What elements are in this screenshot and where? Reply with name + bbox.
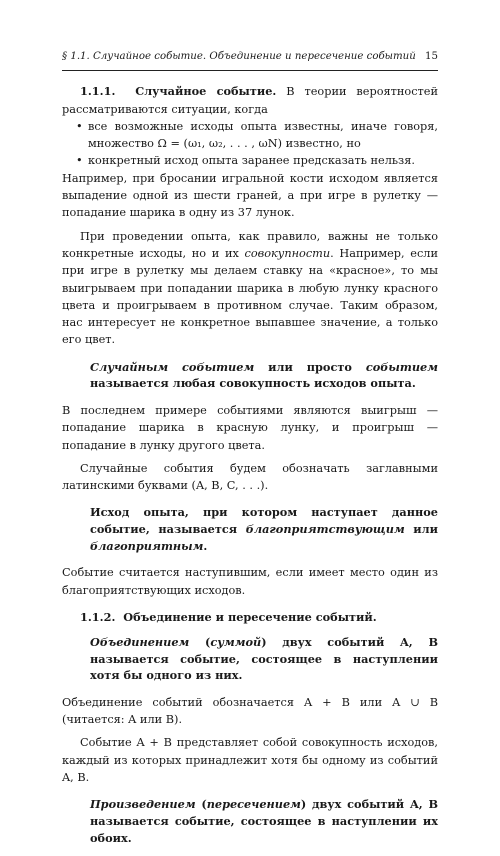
- term: суммой: [210, 635, 262, 650]
- union-sum-paragraph: Событие A + B представляет собой совокупность исходов, каждый из которых принадлежит хотя бы одному из событий A, B.: [62, 736, 438, 785]
- list-item: • конкретный исход опыта заранее предсказать нельзя.: [76, 152, 438, 169]
- term: событием: [365, 359, 438, 374]
- section-1-1-2-heading: [62, 609, 438, 626]
- definition-text: Исход опыта, при котором наступает данное событие, называется: [90, 505, 438, 537]
- term: благоприятным: [90, 538, 204, 553]
- term: пересечением: [206, 797, 301, 812]
- example-paragraph: Например, при бросании игральной кости исходом является выпадение одной из шести граней, а при игре в рулетку — попадание шарика в одну из 37 лунок.: [62, 171, 438, 220]
- product-definition: [90, 796, 438, 846]
- section-title: Объединение и пересечение событий.: [123, 609, 377, 624]
- section-number: 1.1.2.: [80, 609, 116, 624]
- definition-text: или просто: [254, 359, 366, 374]
- paragraph-text: При проведении опыта, как правило, важны не только конкретные исходы, но и их: [62, 229, 438, 260]
- occurred-paragraph: Событие считается наступившим, если имеет место один из благоприятствующих исходов.: [62, 566, 438, 597]
- book-page: [62, 48, 438, 856]
- running-title: § 1.1. Случайное событие. Объединение и пересечение событий: [62, 51, 416, 62]
- notation-paragraph: Случайные события будем обозначать заглавными латинскими буквами (A, B, C, . . .).: [62, 461, 438, 493]
- conditions-list: [62, 118, 438, 170]
- paragraph-text: . Например, если при игре в рулетку мы делаем ставку на «красное», то мы выигрываем при попадании шарика в любую лунку красного цвета и проигрываем в противном случае. Таким образом, нас интересует не конкретное выпавшее значение, а только его цвет.: [62, 246, 439, 347]
- union-notation-paragraph: Объединение событий обозначается A + B или A ∪ B (читается: A или B).: [62, 695, 438, 727]
- definition-text: или: [404, 522, 439, 537]
- emphasis-text: совокупности: [244, 246, 331, 260]
- intro-text: В теории вероятностей рассматриваются ситуации, когда: [62, 85, 438, 116]
- list-item: • все возможные исходы опыта известны, иначе говоря, множество Ω = (ω₁, ω₂, . . . , ωN) известно, но: [76, 118, 438, 153]
- section-1-1-1-intro: [62, 83, 438, 118]
- definition-text: называется любая совокупность исходов опыта.: [90, 376, 416, 391]
- section-number: 1.1.1.: [80, 84, 116, 99]
- section-title: Случайное событие.: [135, 84, 277, 99]
- term: Объединением: [90, 635, 190, 650]
- term: Произведением: [90, 797, 196, 812]
- favorable-outcome-definition: [90, 504, 438, 554]
- definition-text: (: [195, 797, 207, 812]
- example2-paragraph: В последнем примере событиями являются выигрыш — попадание шарика в красную лунку, и проигрыш — попадание в лунку другого цвета.: [62, 403, 438, 452]
- definition-text: .: [203, 538, 208, 553]
- definition-text: (: [189, 635, 211, 650]
- union-definition: [90, 634, 438, 684]
- term: благоприятствующим: [245, 522, 405, 537]
- definition-text: ): [261, 635, 267, 650]
- definition-text: двух событий A, B называется событие, состоящее в наступлении их обоих.: [90, 797, 438, 845]
- page-number: 15: [425, 51, 438, 62]
- combination-paragraph: [62, 228, 438, 349]
- definition-text: ): [300, 797, 307, 812]
- term: Случайным событием: [90, 359, 255, 374]
- random-event-definition: [90, 359, 438, 392]
- definition-text: двух событий A, B называется событие, состоящее в наступлении хотя бы одного из них.: [90, 635, 438, 683]
- running-header: [62, 48, 438, 71]
